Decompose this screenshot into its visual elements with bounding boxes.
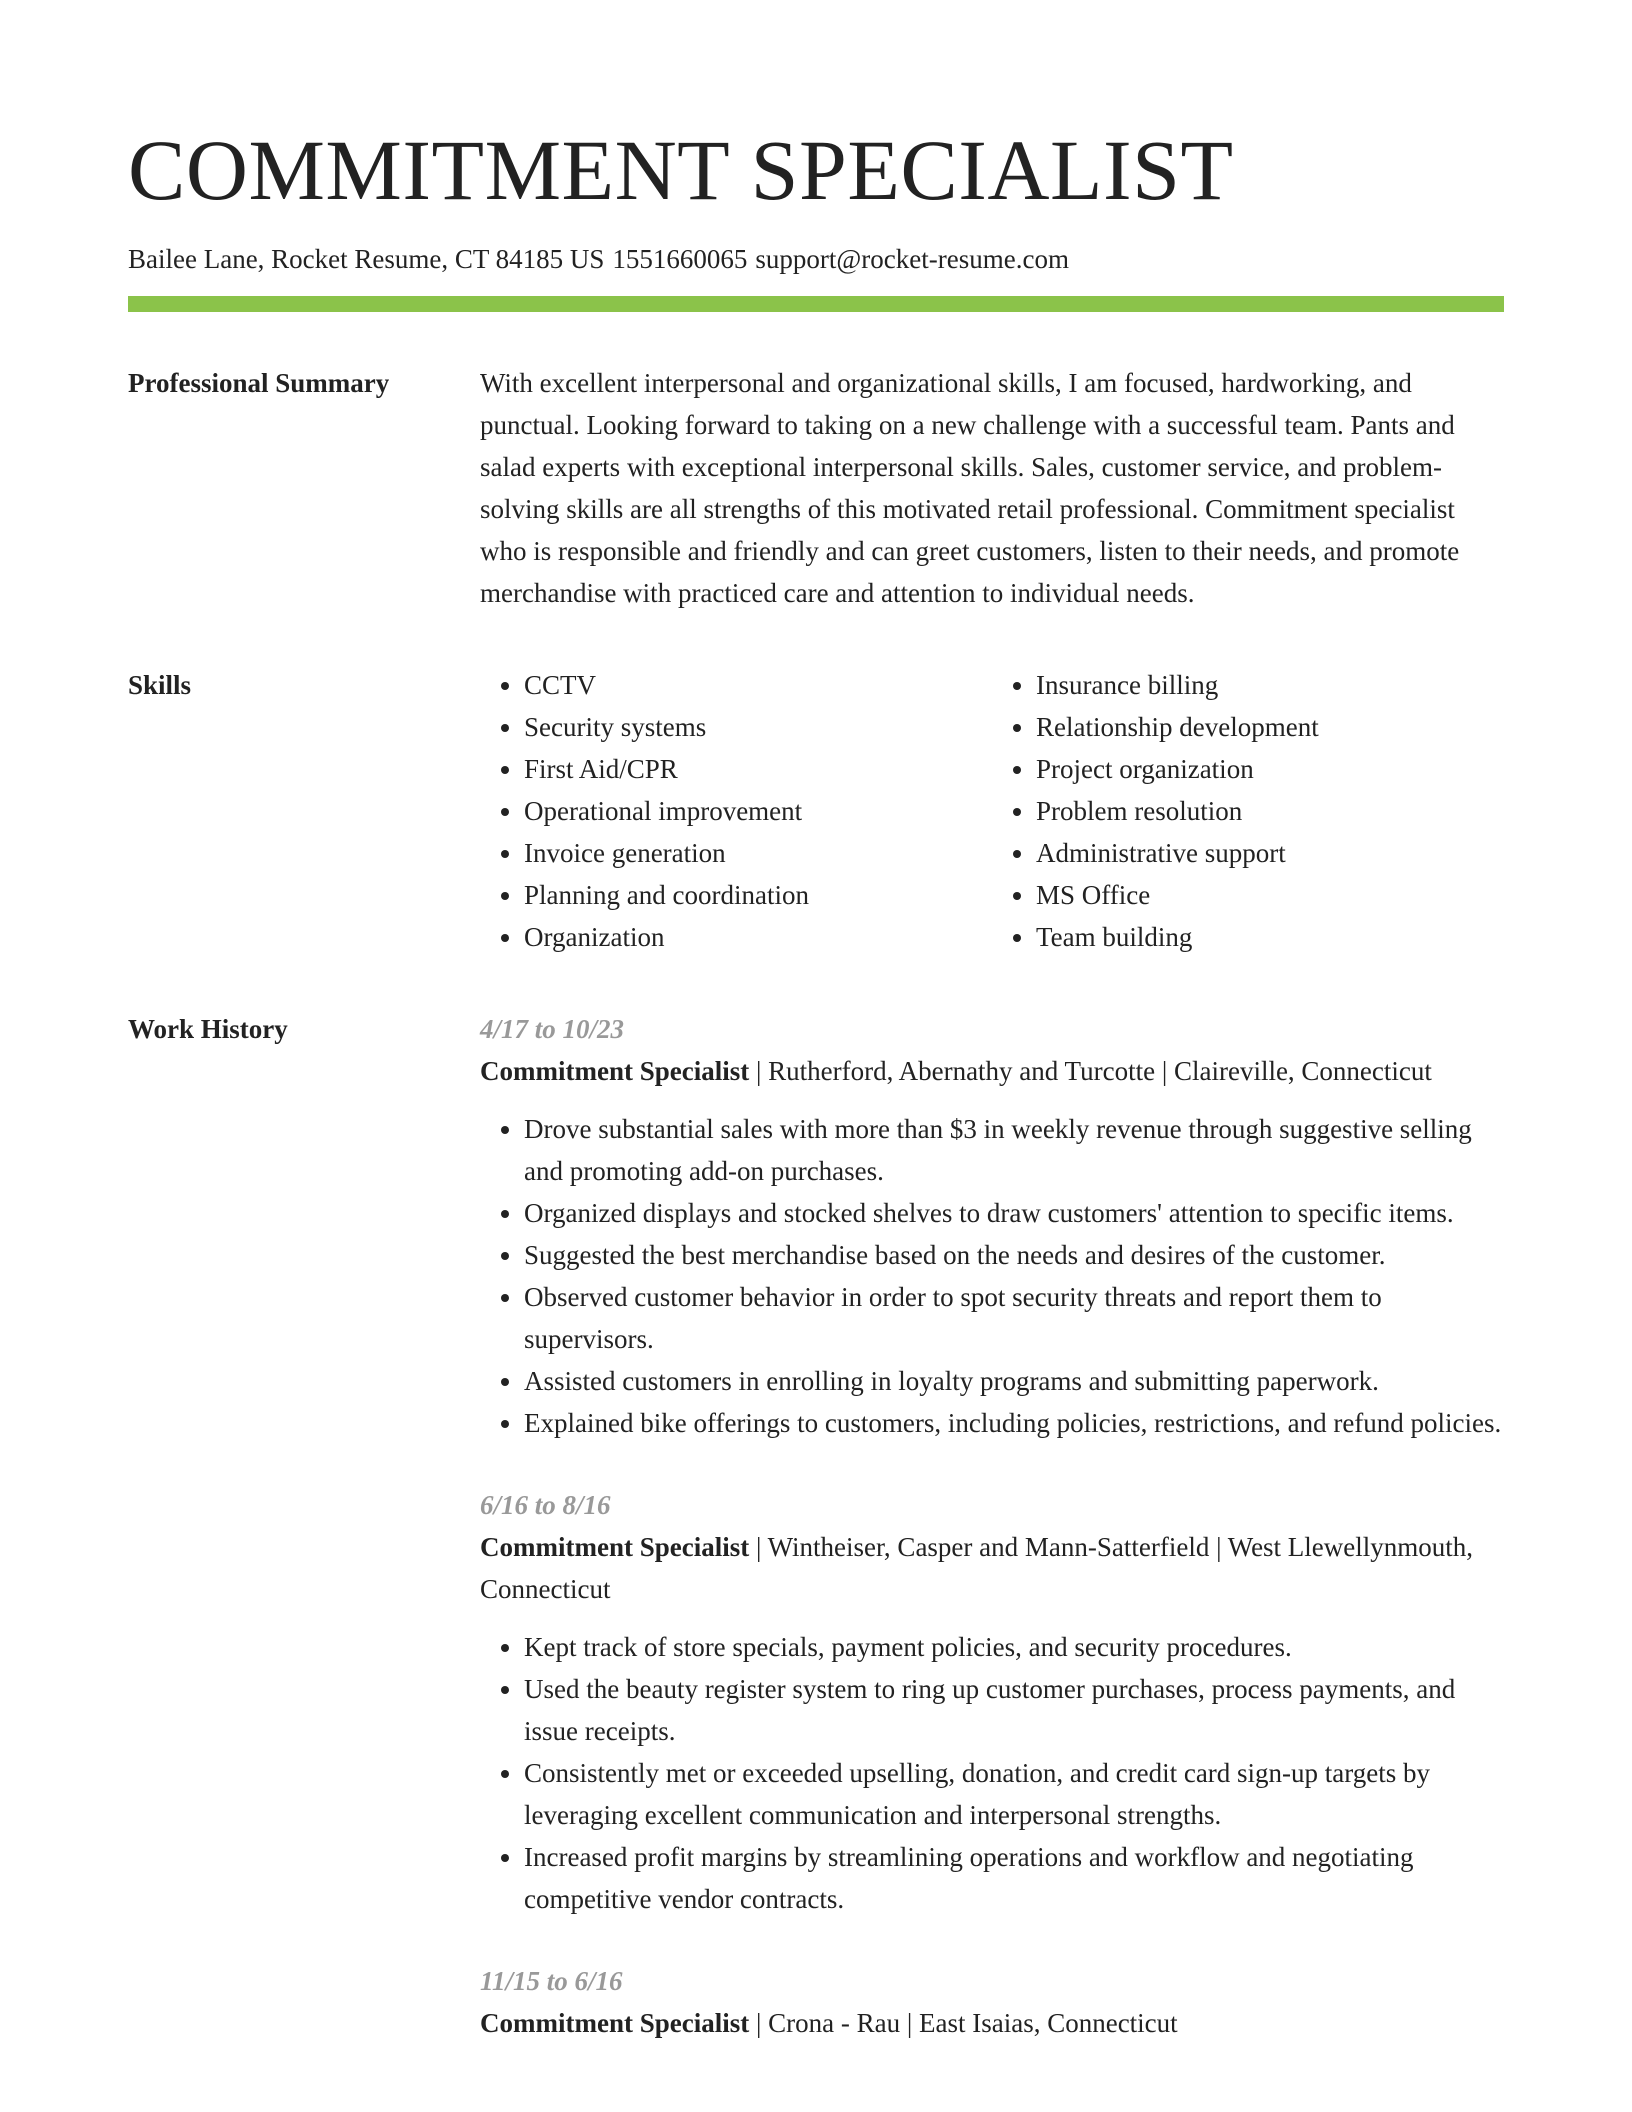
skill-item: • MS Office	[1036, 874, 1504, 916]
skill-item: • Problem resolution	[1036, 790, 1504, 832]
job-title: Commitment Specialist	[480, 1056, 750, 1086]
summary-section	[128, 362, 1504, 614]
job-heading	[480, 1526, 1504, 1610]
job-employer: | Crona - Rau | East Isaias, Connecticut	[749, 2008, 1178, 2038]
job-bullets	[480, 1626, 1504, 1920]
skill-item: • Team building	[1036, 916, 1504, 958]
job-bullet: • Suggested the best merchandise based on the needs and desires of the customer.	[524, 1234, 1504, 1276]
skills-list-left	[480, 664, 992, 958]
job-bullet: • Explained bike offerings to customers, including policies, restrictions, and refund policies.	[524, 1402, 1504, 1444]
job-dates: 4/17 to 10/23	[480, 1014, 625, 1044]
job-dates: 6/16 to 8/16	[480, 1490, 611, 1520]
skill-item: • Invoice generation	[524, 832, 992, 874]
job-bullets	[480, 1108, 1504, 1444]
job-bullet: • Observed customer behavior in order to spot security threats and report them to supervisors.	[524, 1276, 1504, 1360]
job-heading	[480, 2002, 1504, 2044]
job-bullet: • Drove substantial sales with more than $3 in weekly revenue through suggestive selling and promoting add-on purchases.	[524, 1108, 1504, 1192]
job-entry	[480, 1008, 1504, 1444]
skill-item: • Insurance billing	[1036, 664, 1504, 706]
job-bullet: • Assisted customers in enrolling in loyalty programs and submitting paperwork.	[524, 1360, 1504, 1402]
work-history-label: Work History	[128, 1014, 288, 1044]
job-entry	[480, 1960, 1504, 2044]
skills-section	[128, 664, 1504, 958]
job-title: Commitment Specialist	[480, 2008, 750, 2038]
skills-list-right	[992, 664, 1504, 958]
job-bullet: • Organized displays and stocked shelves to draw customers' attention to specific items.	[524, 1192, 1504, 1234]
contact-line	[128, 242, 1504, 276]
job-heading	[480, 1050, 1504, 1092]
skill-item: • Administrative support	[1036, 832, 1504, 874]
contact-phone: 1551660065	[612, 244, 748, 274]
job-employer: | Rutherford, Abernathy and Turcotte | Claireville, Connecticut	[749, 1056, 1432, 1086]
contact-address: Bailee Lane, Rocket Resume, CT 84185 US	[128, 244, 605, 274]
work-history-section	[128, 1008, 1504, 2084]
skill-item: • Security systems	[524, 706, 992, 748]
skill-item: • First Aid/CPR	[524, 748, 992, 790]
skill-item: • Organization	[524, 916, 992, 958]
skill-item: • Operational improvement	[524, 790, 992, 832]
job-bullet: • Increased profit margins by streamlining operations and workflow and negotiating competitive vendor contracts.	[524, 1836, 1504, 1920]
skill-item: • Relationship development	[1036, 706, 1504, 748]
header-divider	[128, 296, 1504, 312]
resume-title: COMMITMENT SPECIALIST	[128, 122, 1234, 218]
job-entry	[480, 1484, 1504, 1920]
job-dates: 11/15 to 6/16	[480, 1966, 623, 1996]
job-employer: | Wintheiser, Casper and Mann-Satterfield | West Llewellynmouth, Connecticut	[480, 1532, 1474, 1604]
skill-item: • CCTV	[524, 664, 992, 706]
job-title: Commitment Specialist	[480, 1532, 750, 1562]
job-bullet: • Consistently met or exceeded upselling, donation, and credit card sign-up targets by leveraging excellent communication and interpersonal strengths.	[524, 1752, 1504, 1836]
summary-text: With excellent interpersonal and organizational skills, I am focused, hardworking, and punctual. Looking forward to taking on a new challenge with a successful team. Pants and salad experts with exceptional interpersonal skills. Sales, customer service, and problem-solving skills are all strengths of this motivated retail professional. Commitment specialist who is responsible and friendly and can greet customers, listen to their needs, and promote merchandise with practiced care and attention to individual needs.	[480, 368, 1460, 608]
skill-item: • Planning and coordination	[524, 874, 992, 916]
job-bullet: • Kept track of store specials, payment policies, and security procedures.	[524, 1626, 1504, 1668]
skills-label: Skills	[128, 670, 192, 700]
contact-email: support@rocket-resume.com	[755, 244, 1069, 274]
summary-label: Professional Summary	[128, 368, 390, 398]
job-bullet: • Used the beauty register system to ring up customer purchases, process payments, and issue receipts.	[524, 1668, 1504, 1752]
skill-item: • Project organization	[1036, 748, 1504, 790]
